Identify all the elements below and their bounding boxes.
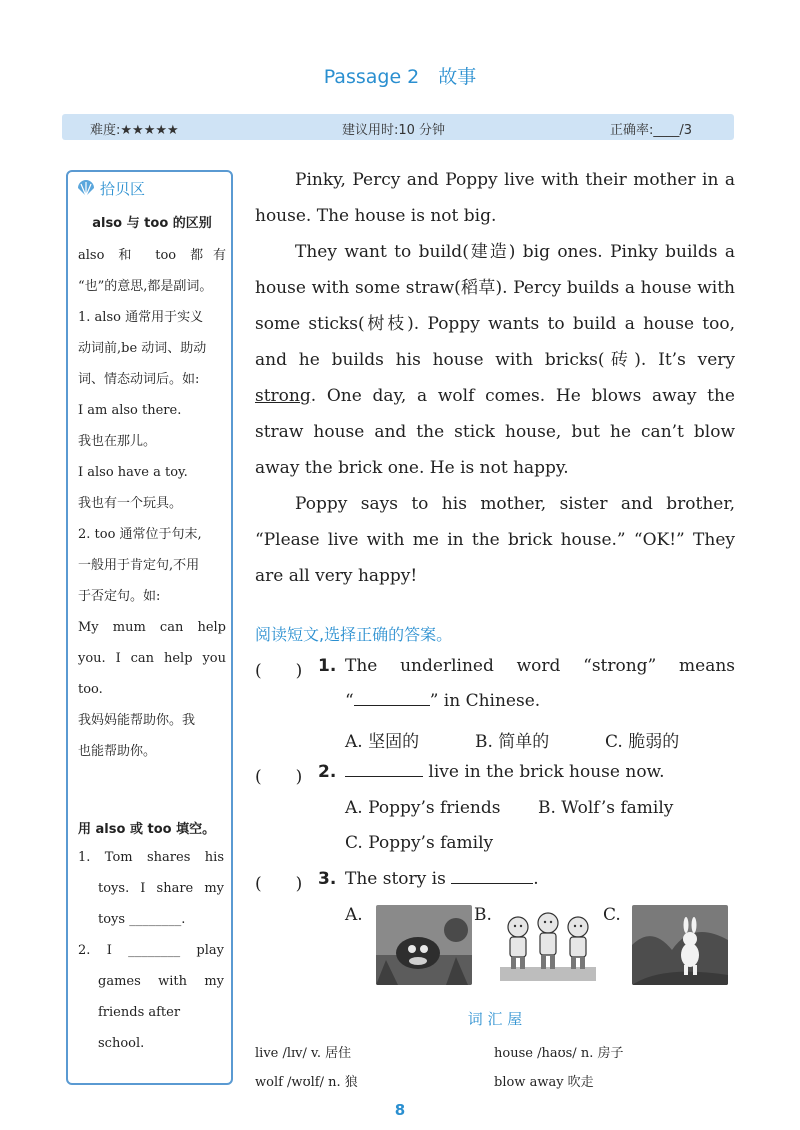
- time-label: 建议用时:10 分钟: [342, 123, 446, 138]
- vocab-item: live /lɪv/ v. 居住: [255, 1046, 352, 1061]
- sidebar-line: 也能帮助你。: [78, 744, 157, 759]
- q1-number: 1.: [318, 656, 337, 676]
- sidebar-line: 词、情态动词后。如:: [78, 372, 200, 387]
- passage-text: They want to build(建造) big ones. Pinky builds a house with some straw(稻草). Percy builds a house with some sticks(树枝). Poppy wants to build a house too, and he builds his house with bricks(砖). It’s very: [255, 242, 735, 370]
- q3-blank: [451, 869, 533, 884]
- q2-text: [345, 762, 665, 782]
- q3-option-b-image[interactable]: [500, 905, 596, 985]
- exercise-line: 2. I ________ play: [78, 943, 224, 958]
- sidebar-line: 1. also 通常用于实义: [78, 310, 204, 325]
- q3-text-content: The story is: [345, 869, 446, 889]
- three-pigs-picture-icon: [500, 905, 596, 985]
- sidebar-header: [76, 178, 145, 199]
- q1-option-c[interactable]: C. 脆弱的: [605, 732, 680, 752]
- q3-option-c-image[interactable]: [632, 905, 728, 985]
- sidebar-line: 一般用于肯定句,不用: [78, 558, 200, 573]
- difficulty-label: 难度:★★★★★: [90, 123, 179, 138]
- q3-answer-paren[interactable]: ( ): [255, 874, 303, 894]
- q2-blank: [345, 762, 423, 777]
- vocab-heading: 词 汇 屋: [467, 1010, 523, 1028]
- sidebar-line: My mum can help: [78, 620, 226, 635]
- passage-text: . One day, a wolf comes. He blows away the straw house and the stick house, but he can’t blow away the brick one. He is not happy.: [255, 386, 735, 478]
- underlined-word: strong: [255, 386, 311, 406]
- passage-paragraph-3: Poppy says to his mother, sister and brother, “Please live with me in the brick house.” “OK!” They are all very happy!: [255, 494, 735, 586]
- q1-blank: [354, 691, 430, 706]
- sidebar-line: also 和 too 都有: [78, 248, 226, 263]
- sidebar-line: you. I can help you: [78, 651, 226, 666]
- info-bar: [62, 114, 734, 140]
- q3-option-b-label[interactable]: B.: [474, 905, 492, 925]
- sidebar-line: I am also there.: [78, 403, 182, 418]
- q3-option-a-label[interactable]: A.: [345, 905, 363, 925]
- sidebar-line: 我也有一个玩具。: [78, 496, 183, 511]
- sidebar-line: too.: [78, 682, 103, 697]
- q2-answer-paren[interactable]: ( ): [255, 767, 303, 787]
- exercise-line: games with my: [98, 974, 224, 989]
- sidebar-subheading: also 与 too 的区别: [92, 216, 212, 231]
- q2-option-a[interactable]: A. Poppy’s friends: [345, 798, 501, 818]
- q1-text: The underlined word “strong” means: [345, 656, 735, 676]
- exercise-line: toys. I share my: [98, 881, 224, 896]
- q1-text-line2: [345, 691, 540, 711]
- accuracy-label: 正确率:____/3: [610, 123, 693, 138]
- q1-quote: “: [345, 691, 354, 711]
- wolf-picture-icon: [376, 905, 472, 985]
- q1-option-b[interactable]: B. 简单的: [475, 732, 550, 752]
- q3-text: [345, 869, 539, 889]
- passage-paragraph-1: Pinky, Percy and Poppy live with their mother in a house. The house is not big.: [255, 170, 735, 226]
- q1-answer-paren[interactable]: ( ): [255, 661, 303, 681]
- vocab-item: blow away 吹走: [494, 1075, 594, 1090]
- sidebar-line: 动词前,be 动词、助动: [78, 341, 207, 356]
- exercise-line: toys ________.: [98, 912, 186, 927]
- sidebar-line: “也”的意思,都是副词。: [78, 279, 213, 294]
- shell-icon: [76, 180, 96, 198]
- sidebar-line: 我妈妈能帮助你。我: [78, 713, 196, 728]
- q1-quote-end: ” in Chinese.: [429, 691, 541, 711]
- q3-option-c-label[interactable]: C.: [603, 905, 621, 925]
- sidebar-exercise: [78, 842, 224, 1059]
- sidebar-line: 我也在那儿。: [78, 434, 157, 449]
- passage-paragraph-2: [255, 234, 735, 486]
- q2-option-b[interactable]: B. Wolf’s family: [538, 798, 674, 818]
- page-title: Passage 2 故事: [323, 66, 477, 88]
- instruction: 阅读短文,选择正确的答案。: [255, 625, 453, 644]
- vocab-item: house /haʊs/ n. 房子: [494, 1046, 624, 1061]
- page-number: 8: [394, 1101, 406, 1119]
- sidebar-heading: 拾贝区: [100, 180, 146, 198]
- passage: [255, 162, 735, 594]
- q3-period: .: [533, 869, 539, 889]
- q3-option-a-image[interactable]: [376, 905, 472, 985]
- q2-number: 2.: [318, 762, 337, 782]
- exercise-line: 1. Tom shares his: [78, 850, 224, 865]
- q2-option-c[interactable]: C. Poppy’s family: [345, 833, 494, 853]
- q2-text-content: live in the brick house now.: [428, 762, 665, 782]
- exercise-line: friends after school.: [98, 1005, 181, 1051]
- sidebar-line: 2. too 通常位于句末,: [78, 527, 202, 542]
- sidebar-line: 于否定句。如:: [78, 589, 161, 604]
- rabbit-picture-icon: [632, 905, 728, 985]
- sidebar-line: I also have a toy.: [78, 465, 188, 480]
- sidebar-notes: [78, 240, 226, 767]
- vocab-item: wolf /wʊlf/ n. 狼: [255, 1075, 358, 1090]
- q1-option-a[interactable]: A. 坚固的: [345, 732, 420, 752]
- exercise-heading: 用 also 或 too 填空。: [78, 822, 216, 837]
- q3-number: 3.: [318, 869, 337, 889]
